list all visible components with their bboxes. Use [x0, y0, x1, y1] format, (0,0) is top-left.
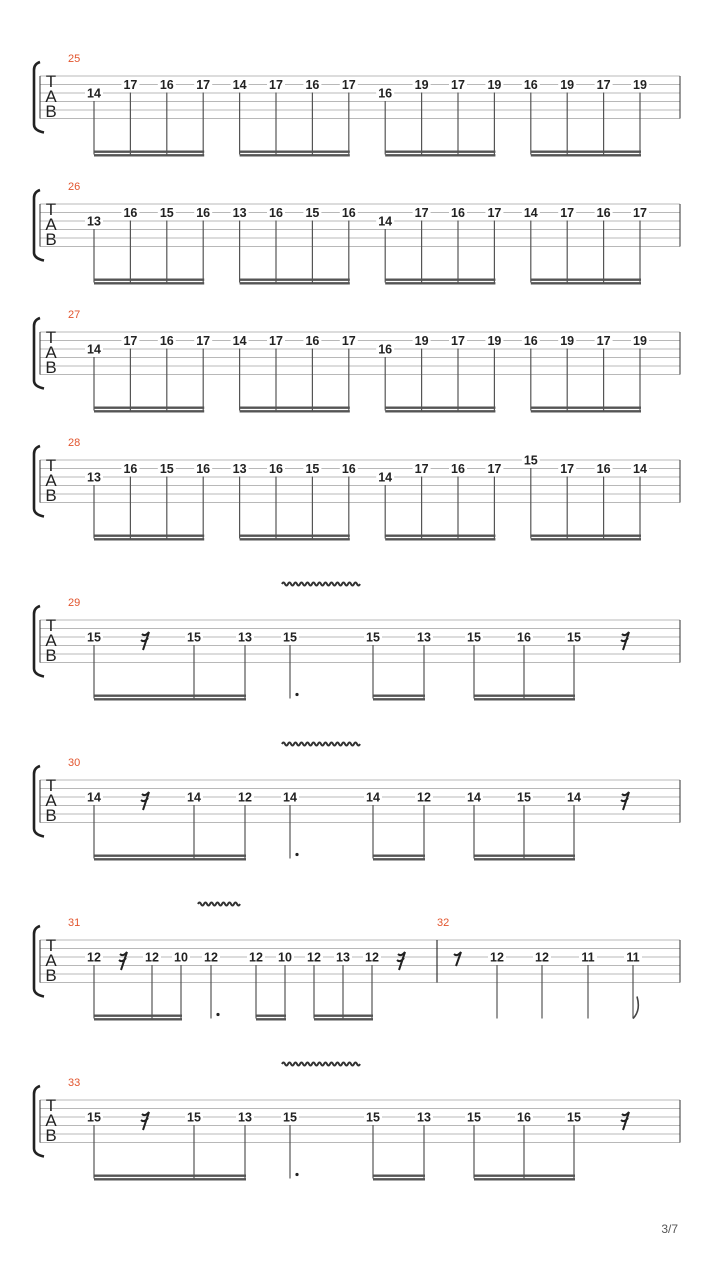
fret-number: 14	[633, 462, 647, 476]
fret-number: 17	[633, 206, 647, 220]
fret-number: 15	[159, 206, 174, 220]
fret-number: 17	[196, 78, 211, 92]
fret-number: 13	[417, 1110, 431, 1125]
beam	[385, 407, 495, 409]
fret-number: 14	[467, 790, 481, 805]
beam	[531, 154, 641, 156]
tab-system	[34, 437, 680, 541]
beam	[531, 535, 641, 537]
sixteenth-rest	[621, 792, 629, 810]
fret-number: 14	[283, 790, 297, 805]
fret-number: 17	[196, 334, 211, 348]
fret-number: 12	[87, 950, 101, 965]
fret-number: 14	[232, 78, 247, 92]
fret-number: 15	[467, 1110, 481, 1125]
fret-number: 19	[560, 78, 575, 92]
beam	[373, 1175, 425, 1177]
eighth-flag	[633, 997, 638, 1019]
tab-system	[34, 309, 680, 413]
fret-number: 15	[187, 1110, 201, 1125]
fret-number: 16	[305, 78, 320, 92]
fret-number: 14	[87, 86, 101, 101]
fret-number: 12	[365, 950, 379, 965]
fret-number: 11	[626, 950, 640, 965]
fret-number: 13	[336, 950, 350, 965]
fret-number: 15	[366, 630, 380, 645]
beam	[474, 1178, 575, 1180]
vibrato-mark	[282, 583, 360, 586]
fret-number: 16	[523, 78, 538, 92]
fret-number: 16	[517, 1110, 531, 1125]
tab-clef-letter: A	[45, 215, 57, 234]
tab-clef-letter: T	[45, 72, 57, 91]
fret-number: 12	[204, 950, 218, 965]
beam	[94, 1175, 246, 1177]
tab-system	[34, 53, 680, 157]
vibrato-mark	[282, 1063, 360, 1066]
tab-system	[34, 743, 680, 861]
fret-number: 14	[366, 790, 380, 805]
tab-clef-letter: A	[45, 951, 57, 970]
fret-number: 15	[567, 1110, 581, 1125]
beam	[531, 282, 641, 284]
system-bracket	[34, 1086, 44, 1157]
beam	[373, 855, 425, 857]
beam	[531, 279, 641, 281]
fret-number: 17	[560, 462, 575, 476]
system-bracket	[34, 446, 44, 517]
fret-number: 14	[232, 334, 247, 348]
fret-number: 13	[87, 214, 101, 229]
fret-number: 13	[232, 462, 247, 476]
beam	[474, 855, 575, 857]
beam	[531, 538, 641, 540]
fret-number: 17	[341, 78, 356, 92]
beam	[94, 154, 204, 156]
beam	[314, 1015, 373, 1017]
fret-number: 13	[238, 1110, 252, 1125]
fret-number: 15	[523, 453, 538, 468]
fret-number: 15	[467, 630, 481, 645]
fret-number: 15	[305, 206, 320, 220]
beam	[94, 410, 204, 412]
tab-clef-letter: B	[45, 486, 57, 505]
fret-number: 15	[517, 790, 531, 805]
fret-number: 14	[378, 470, 393, 485]
fret-number: 14	[378, 214, 393, 229]
fret-number: 15	[159, 462, 174, 476]
fret-number: 17	[451, 78, 465, 92]
fret-number: 12	[535, 950, 549, 965]
beam	[385, 279, 495, 281]
fret-number: 13	[417, 630, 431, 645]
beam	[94, 1015, 182, 1017]
beam	[94, 695, 246, 697]
tab-clef-letter: T	[45, 776, 57, 795]
beam	[94, 1178, 246, 1180]
beam	[385, 535, 495, 537]
beam	[531, 410, 641, 412]
beam	[314, 1018, 373, 1020]
fret-number: 15	[366, 1110, 380, 1125]
system-bracket	[34, 190, 44, 261]
beam	[240, 410, 350, 412]
beam	[474, 698, 575, 700]
measure-number: 29	[68, 597, 81, 609]
beam	[240, 282, 350, 284]
fret-number: 17	[123, 334, 138, 348]
fret-number: 16	[596, 462, 611, 476]
system-bracket	[34, 766, 44, 837]
fret-number: 19	[414, 78, 429, 92]
fret-number: 16	[196, 206, 211, 220]
duration-dot	[295, 693, 298, 696]
fret-number: 15	[305, 462, 320, 476]
fret-number: 19	[414, 334, 429, 348]
beam	[240, 535, 350, 537]
fret-number: 13	[87, 470, 101, 485]
beam	[385, 154, 495, 156]
eighth-rest	[454, 952, 461, 966]
beam	[94, 407, 204, 409]
system-bracket	[34, 926, 44, 997]
fret-number: 16	[451, 206, 465, 220]
fret-number: 19	[560, 334, 575, 348]
sixteenth-rest	[621, 632, 629, 650]
beam	[385, 538, 495, 540]
tab-clef-letter: T	[45, 200, 57, 219]
fret-number: 16	[269, 206, 283, 220]
sixteenth-rest	[141, 1112, 149, 1130]
tab-system	[34, 1063, 680, 1181]
fret-number: 16	[378, 342, 393, 357]
measure-number: 30	[68, 757, 81, 769]
fret-number: 16	[159, 78, 174, 92]
fret-number: 17	[269, 78, 283, 92]
beam	[240, 407, 350, 409]
fret-number: 13	[232, 206, 247, 220]
tab-clef-letter: T	[45, 456, 57, 475]
fret-number: 17	[123, 78, 138, 92]
fret-number: 16	[269, 462, 283, 476]
fret-number: 16	[123, 206, 138, 220]
fret-number: 16	[451, 462, 465, 476]
fret-number: 12	[490, 950, 504, 965]
fret-number: 14	[187, 790, 201, 805]
beam	[474, 695, 575, 697]
system-bracket	[34, 318, 44, 389]
beam	[94, 535, 204, 537]
beam	[385, 410, 495, 412]
system-bracket	[34, 62, 44, 133]
tab-clef-letter: B	[45, 358, 57, 377]
fret-number: 15	[87, 1110, 101, 1125]
fret-number: 15	[87, 630, 101, 645]
fret-number: 14	[523, 206, 538, 220]
tab-clef-letter: T	[45, 328, 57, 347]
fret-number: 17	[414, 462, 429, 476]
duration-dot	[216, 1013, 219, 1016]
fret-number: 11	[581, 950, 595, 965]
beam	[94, 282, 204, 284]
beam	[94, 1018, 182, 1020]
fret-number: 10	[174, 950, 188, 965]
fret-number: 17	[451, 334, 465, 348]
fret-number: 10	[278, 950, 292, 965]
fret-number: 16	[378, 86, 393, 101]
fret-number: 16	[523, 334, 538, 348]
tab-clef-letter: A	[45, 1111, 57, 1130]
fret-number: 17	[414, 206, 429, 220]
measure-number: 33	[68, 1077, 81, 1089]
fret-number: 13	[238, 630, 252, 645]
sixteenth-rest	[397, 952, 405, 970]
tab-clef-letter: A	[45, 631, 57, 650]
measure-number: 26	[68, 181, 81, 193]
tab-clef-letter: A	[45, 343, 57, 362]
tab-clef-letter: B	[45, 1126, 57, 1145]
beam	[474, 858, 575, 860]
beam	[531, 151, 641, 153]
fret-number: 15	[283, 630, 297, 645]
tab-system	[34, 583, 680, 701]
beam	[385, 151, 495, 153]
beam	[240, 154, 350, 156]
vibrato-mark	[282, 743, 360, 746]
measure-number: 32	[437, 917, 450, 929]
fret-number: 17	[560, 206, 575, 220]
beam	[373, 858, 425, 860]
fret-number: 16	[196, 462, 211, 476]
beam	[94, 538, 204, 540]
fret-number: 19	[633, 78, 647, 92]
beam	[94, 151, 204, 153]
beam	[373, 1178, 425, 1180]
beam	[240, 151, 350, 153]
beam	[256, 1015, 286, 1017]
fret-number: 17	[487, 206, 502, 220]
fret-number: 15	[567, 630, 581, 645]
beam	[94, 858, 246, 860]
beam	[474, 1175, 575, 1177]
tab-clef-letter: B	[45, 102, 57, 121]
fret-number: 16	[596, 206, 611, 220]
beam	[256, 1018, 286, 1020]
fret-number: 16	[341, 206, 356, 220]
beam	[94, 279, 204, 281]
fret-number: 16	[159, 334, 174, 348]
fret-number: 16	[123, 462, 138, 476]
fret-number: 15	[187, 630, 201, 645]
fret-number: 17	[596, 334, 611, 348]
tab-clef-letter: T	[45, 616, 57, 635]
fret-number: 16	[305, 334, 320, 348]
sixteenth-rest	[141, 632, 149, 650]
fret-number: 14	[87, 342, 101, 357]
fret-number: 17	[487, 462, 502, 476]
fret-number: 12	[238, 790, 252, 805]
page-number: 3/7	[661, 1222, 678, 1236]
measure-number: 31	[68, 917, 81, 929]
tab-clef-letter: T	[45, 936, 57, 955]
fret-number: 16	[517, 630, 531, 645]
tab-clef-letter: A	[45, 791, 57, 810]
beam	[94, 855, 246, 857]
beam	[94, 698, 246, 700]
beam	[385, 282, 495, 284]
fret-number: 19	[487, 78, 502, 92]
vibrato-mark	[198, 903, 240, 906]
duration-dot	[295, 1173, 298, 1176]
beam	[373, 695, 425, 697]
sixteenth-rest	[621, 1112, 629, 1130]
beam	[531, 407, 641, 409]
fret-number: 14	[87, 790, 101, 805]
fret-number: 14	[567, 790, 581, 805]
sixteenth-rest	[141, 792, 149, 810]
duration-dot	[295, 853, 298, 856]
system-bracket	[34, 606, 44, 677]
tab-clef-letter: B	[45, 966, 57, 985]
fret-number: 17	[596, 78, 611, 92]
tab-clef-letter: A	[45, 87, 57, 106]
measure-number: 25	[68, 53, 81, 65]
fret-number: 16	[341, 462, 356, 476]
fret-number: 12	[145, 950, 159, 965]
tab-system	[34, 903, 680, 1021]
tab-clef-letter: A	[45, 471, 57, 490]
tab-system	[34, 181, 680, 285]
tab-clef-letter: T	[45, 1096, 57, 1115]
tab-clef-letter: B	[45, 806, 57, 825]
tab-clef-letter: B	[45, 646, 57, 665]
fret-number: 15	[283, 1110, 297, 1125]
measure-number: 27	[68, 309, 81, 321]
measure-number: 28	[68, 437, 81, 449]
fret-number: 12	[417, 790, 431, 805]
fret-number: 19	[487, 334, 502, 348]
fret-number: 17	[269, 334, 283, 348]
beam	[373, 698, 425, 700]
tab-clef-letter: B	[45, 230, 57, 249]
fret-number: 12	[307, 950, 321, 965]
fret-number: 19	[633, 334, 647, 348]
beam	[240, 538, 350, 540]
sixteenth-rest	[119, 952, 127, 970]
fret-number: 17	[341, 334, 356, 348]
fret-number: 12	[249, 950, 263, 965]
beam	[240, 279, 350, 281]
